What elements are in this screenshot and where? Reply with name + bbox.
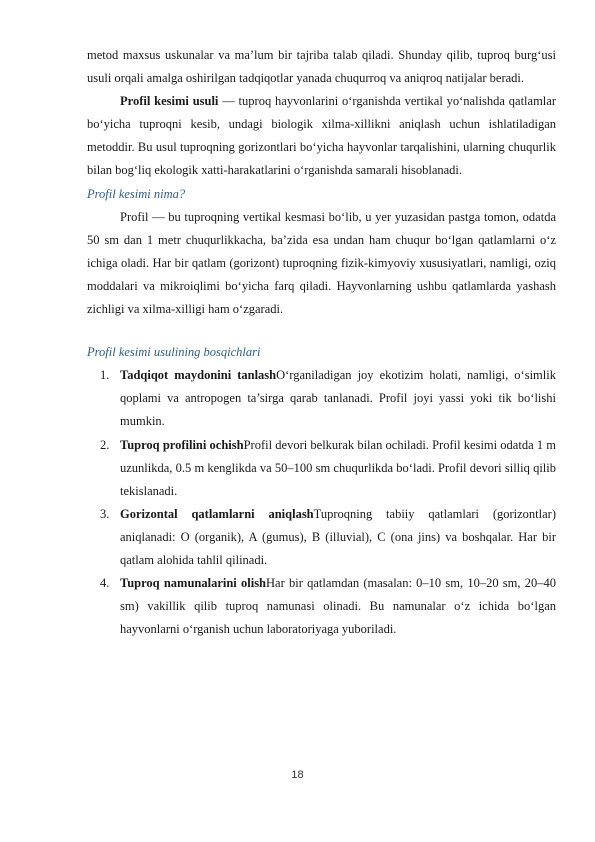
page-number: 18 (291, 769, 304, 781)
document-page (87, 44, 556, 641)
list-item (87, 572, 556, 641)
section-heading-steps: Profil kesimi usulining bosqichlari (87, 345, 261, 360)
list-number: 4. (100, 576, 110, 591)
paragraph-profile-definition: Profil — bu tuproqning vertikal kesmasi bo‘lib, u yer yuzasidan pastga tomon, odatda 50 sm dan 1 metr chuqurlikkacha, ba’zida esa undan ham chuqur bo‘lgan qatlamlarni o‘z ichiga oladi. Har bir qatlam (gorizont) tuproqning fizik-kimyoviy xususiyatlari, namligi, oziq moddalari va mikroiqlimi bo‘yicha farq qiladi. Hayvonlarning ushbu qatlamlarda yashash zichligi va xilma-xilligi ham o‘zgaradi. (87, 209, 556, 317)
step-title: Tadqiqot maydonini tanlash (120, 368, 277, 383)
definition-text: — tuproq hayvonlarini o‘rganishda vertikal yo‘nalishda qatlamlar bo‘yicha tuproqni kesib, undagi biologik xilma-xillikni aniqlash uchun ishlatiladigan metoddir. Bu usul tuproqning gorizontlari bo‘yicha hayvonlar tarqalishini, ularning chuqurlik bilan bog‘liq ekologik xatti-harakatlarini o‘rganishda samarali hisoblanadi. (87, 94, 556, 178)
step-text: O‘rganiladigan joy ekotizim holati, namligi, o‘simlik qoplami va antropogen ta’sirga qarab tanlanadi. Profil joyi yassi yoki tik bo‘lishi mumkin. (120, 368, 556, 429)
list-item (87, 434, 556, 503)
step-text: Har bir qatlamdan (masalan: 0–10 sm, 10–20 sm, 20–40 sm) vakillik qilib tuproq namunasi olinadi. Bu namunalar o‘z ichida bo‘lgan hayvonlarni o‘rganish uchun laboratoriyaga yuboriladi. (120, 576, 556, 637)
list-number: 3. (100, 506, 110, 521)
step-title: Tuproq namunalarini olish (120, 576, 267, 591)
spacer (87, 321, 556, 341)
paragraph-intro: metod maxsus uskunalar va ma’lum bir tajriba talab qiladi. Shunday qilib, tuproq burg‘usi usuli orqali amalga oshirilgan tadqiqotlar yanada chuqurroq va aniqroq natijalar beradi. (87, 48, 556, 86)
step-text: Profil devori belkurak bilan ochiladi. Profil kesimi odatda 1 m uzunlikda, 0.5 m kenglikda va 50–100 sm chuqurlikda bo‘ladi. Profil devori silliq qilib tekislanadi. (120, 437, 557, 498)
paragraph-profile-method (87, 90, 556, 182)
steps-list (87, 364, 556, 641)
step-title: Tuproq profilini ochish (120, 437, 244, 452)
list-number: 2. (100, 437, 110, 452)
section-heading-what-is-profile: Profil kesimi nima? (87, 186, 186, 201)
list-item (87, 364, 556, 433)
list-item (87, 503, 556, 572)
list-number: 1. (100, 368, 110, 383)
term-profile-method: Profil kesimi usuli (120, 94, 219, 109)
step-title: Gorizontal qatlamlarni aniqlash (120, 506, 314, 521)
step-text: Tuproqning tabiiy qatlamlari (gorizontlar) aniqlanadi: O (organik), A (gumus), B (illuvial), C (ona jins) va boshqalar. Har bir qatlam alohida tahlil qilinadi. (120, 506, 556, 567)
